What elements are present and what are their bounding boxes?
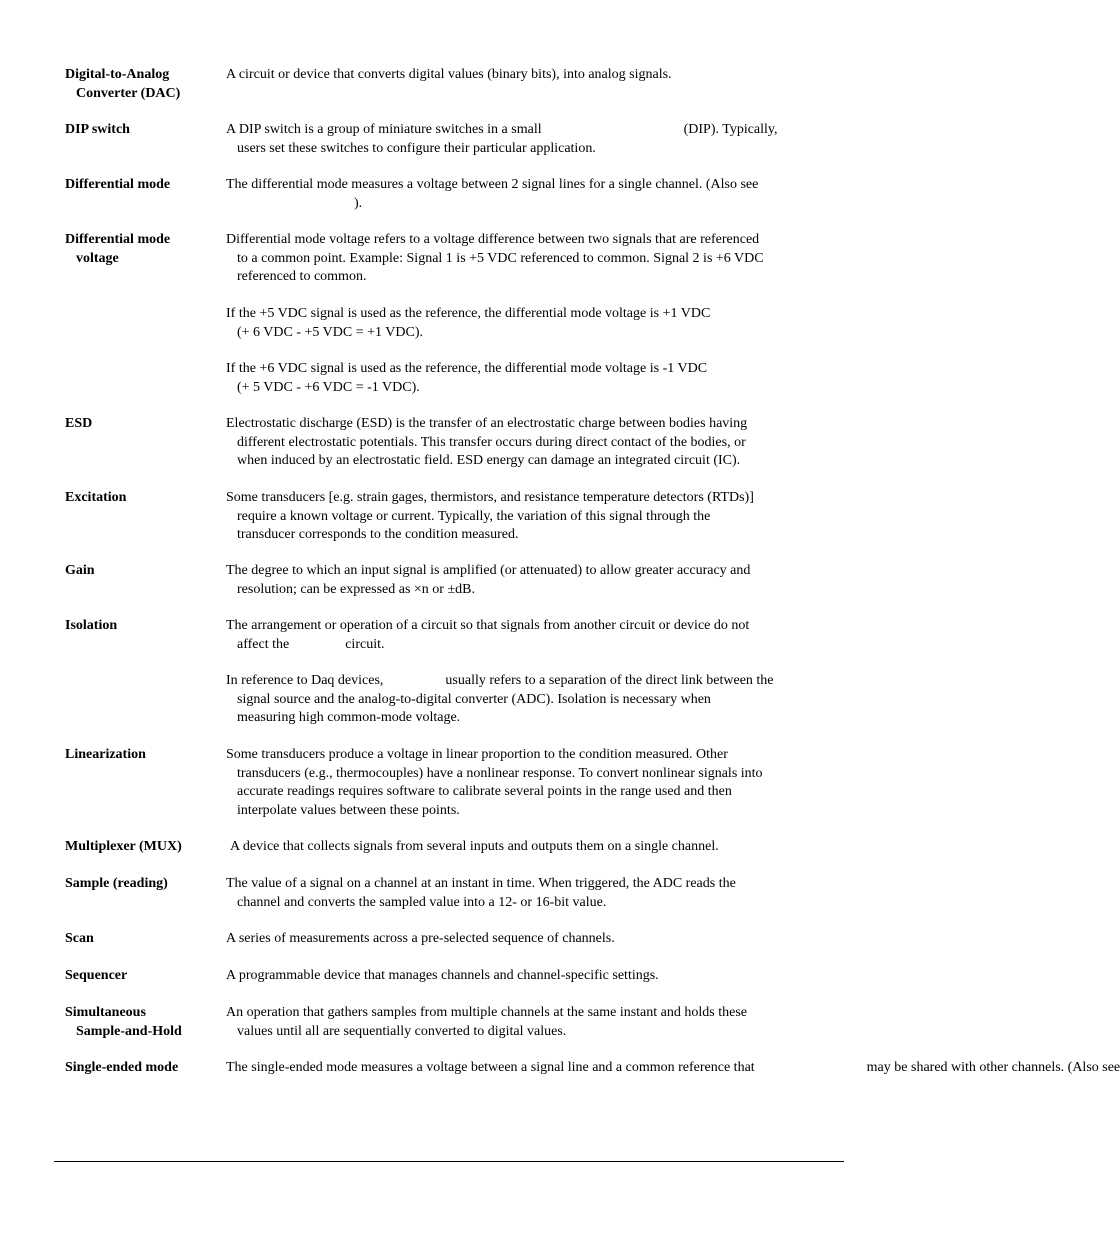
glossary-definition: The degree to which an input signal is amplified (or attenuated) to allow greater accuracy and resolution; can be expressed as ×n or ±dB. <box>226 563 751 597</box>
footer-rule <box>54 1161 844 1162</box>
glossary-definition: A series of measurements across a pre-selected sequence of channels. <box>226 931 615 946</box>
glossary-definition: Some transducers [e.g. strain gages, thermistors, and resistance temperature detectors (RTDs)] require a known voltage or current. Typically, the variation of this signal through the transducer corresponds to the condition measured. <box>226 490 754 542</box>
glossary-definition: The value of a signal on a channel at an instant in time. When triggered, the ADC reads the channel and converts the sampled value into a 12- or 16-bit value. <box>226 876 736 910</box>
glossary-term: Multiplexer (MUX) <box>65 839 182 854</box>
glossary-definition-paragraph: If the +5 VDC signal is used as the reference, the differential mode voltage is +1 VDC (+ 6 VDC - +5 VDC = +1 VDC). <box>226 306 711 340</box>
glossary-term: Isolation <box>65 618 118 633</box>
glossary-term: Sequencer <box>65 968 128 983</box>
glossary-term: Differential mode voltage <box>65 232 171 266</box>
glossary-definition-paragraph: In reference to Daq devices, usually refers to a separation of the direct link between the signal source and the analog-to-digital converter (ADC). Isolation is necessary when measuring high common-mode voltage. <box>226 673 774 725</box>
glossary-term: ESD <box>65 416 93 431</box>
glossary-term: Sample (reading) <box>65 876 168 891</box>
glossary-term: DIP switch <box>65 122 130 137</box>
glossary-definition: A programmable device that manages channels and channel-specific settings. <box>226 968 659 983</box>
glossary-definition: Electrostatic discharge (ESD) is the transfer of an electrostatic charge between bodies having different electrostatic potentials. This transfer occurs during direct contact of the bodies, or when induced by an electrostatic field. ESD energy can damage an integrated circuit (IC). <box>226 416 748 468</box>
glossary-term: Gain <box>65 563 95 578</box>
glossary-definition: The arrangement or operation of a circuit so that signals from another circuit or device do not affect the circuit. <box>226 618 750 652</box>
glossary-definition: Differential mode voltage refers to a voltage difference between two signals that are referenced to a common point. Example: Signal 1 is +5 VDC referenced to common. Signal 2 is +6 VDC referenced to common. <box>226 232 764 284</box>
glossary-definition: An operation that gathers samples from multiple channels at the same instant and holds these values until all are sequentially converted to digital values. <box>226 1005 747 1039</box>
glossary-definition: A circuit or device that converts digital values (binary bits), into analog signals. <box>226 67 672 82</box>
glossary-definition: A DIP switch is a group of miniature switches in a small (DIP). Typically, users set these switches to configure their particular application. <box>226 122 778 156</box>
glossary-definition: A device that collects signals from several inputs and outputs them on a single channel. <box>230 839 719 854</box>
glossary-term: Excitation <box>65 490 127 505</box>
glossary-definition-paragraph: If the +6 VDC signal is used as the reference, the differential mode voltage is -1 VDC (+ 5 VDC - +6 VDC = -1 VDC). <box>226 361 708 395</box>
glossary-term: Linearization <box>65 747 146 762</box>
glossary-definition: The single-ended mode measures a voltage between a signal line and a common reference that may be shared with other channels. (Also see <box>226 1060 1120 1075</box>
glossary-term: Differential mode <box>65 177 171 192</box>
glossary-term: Single-ended mode <box>65 1060 179 1075</box>
glossary-term: Scan <box>65 931 94 946</box>
glossary-definition: Some transducers produce a voltage in linear proportion to the condition measured. Other transducers (e.g., thermocouples) have a nonlinear response. To convert nonlinear signals into accurate readings requires software to calibrate several points in the range used and then interpolate values between these points. <box>226 747 763 818</box>
glossary-term: Simultaneous Sample-and-Hold <box>65 1005 182 1039</box>
glossary-definition: The differential mode measures a voltage between 2 signal lines for a single channel. (Also see ). <box>226 177 759 211</box>
glossary-term: Digital-to-Analog Converter (DAC) <box>65 67 181 101</box>
